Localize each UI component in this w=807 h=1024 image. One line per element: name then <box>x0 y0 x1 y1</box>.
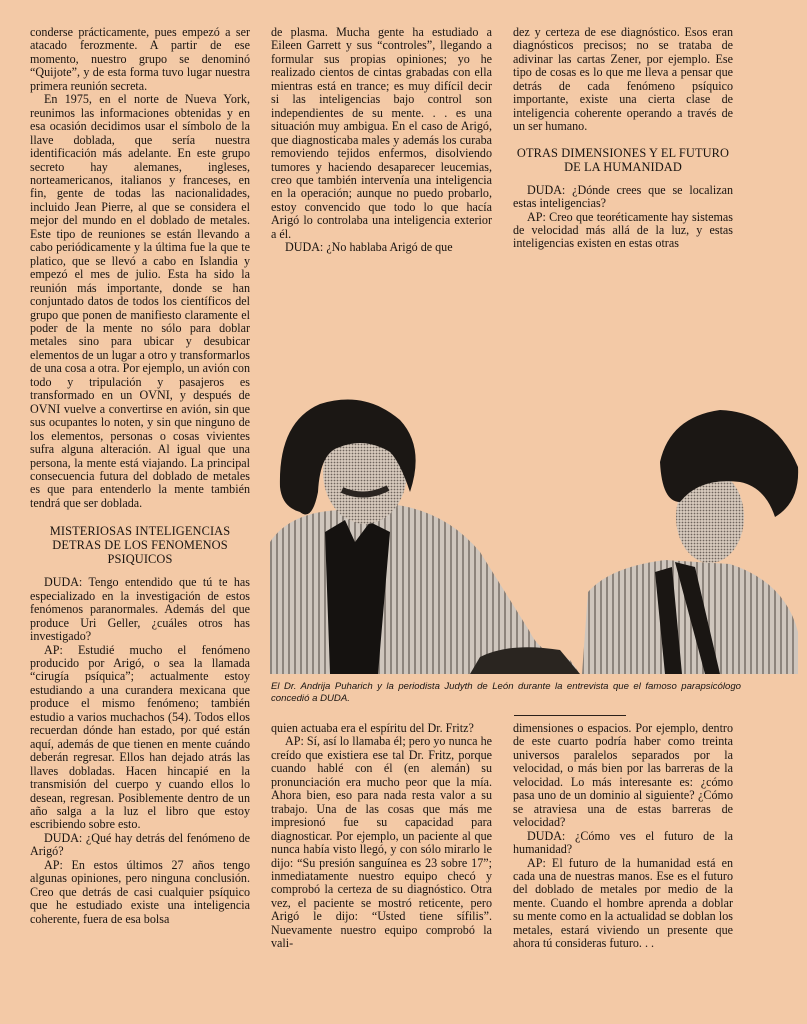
paragraph: AP: En estos últimos 27 años tengo algunas opiniones, pero ninguna conclusión. Creo que detrás de casi cualquier psíquico que he estudiado existe una inteligencia coherente, fuera de esa bolsa <box>30 857 250 926</box>
paragraph: DUDA: ¿Dónde crees que se localizan estas inteligencias? <box>513 182 733 211</box>
paragraph: DUDA: ¿Cómo ves el futuro de la humanidad? <box>513 828 733 857</box>
paragraph: dimensiones o espacios. Por ejemplo, dentro de este cuarto podría haber como treinta universos paralelos separados por la velocidad, o más bien por las barreras de la velocidad. Lo más interesante es: ¿cómo pasa uno de un dominio al siguiente? ¿Cómo se atraviesa una de estas barreras de velocidad? <box>513 721 733 830</box>
paragraph: quien actuaba era el espíritu del Dr. Fritz? <box>271 721 474 735</box>
column-right-top <box>513 26 733 251</box>
paragraph: AP: Estudié mucho el fenómeno producido por Arigó, o sea la llamada “cirugía psíquica”; actualmente estoy estudiando a una curandera mexicana que produce el mismo fenómeno; también estudio a varios muchachos (54). Todos ellos recuerdan dónde han estado, por qué están aquí, además de que tienen en mente cuándo deberán regresar. Ellos han dejado atrás las llaves dobladas. Hacen hincapié en la transmisión del cuerpo y cuando ellos lo desean, regresan. Posiblemente dentro de un año salga a la luz el libro que estoy escribiendo sobre esto. <box>30 642 250 832</box>
section-heading: OTRAS DIMENSIONES Y EL FUTURO DE LA HUMANIDAD <box>516 145 730 174</box>
paragraph: AP: El futuro de la humanidad está en cada una de nuestras manos. Ese es el futuro del doblado de metales por medio de la mente. Cuando el hombre aprenda a doblar su mente como en la actualidad se doblan los metales, estará viviendo un presente que ahora tú consideras futuro. . . <box>513 855 733 951</box>
paragraph: AP: Creo que teoréticamente hay sistemas de velocidad más allá de la luz, y estas inteligencias existen en estas otras <box>513 209 733 251</box>
column-middle-top <box>271 26 492 255</box>
paragraph: AP: Sí, así lo llamaba él; pero yo nunca he creído que existiera ese tal Dr. Fritz, porque cuando hablé con él (en alemán) su pronunciación era mucho peor que la mía. Ahora bien, eso para nada resta valor a su trabajo. Una de las cosas que más me impresionó fue su capacidad para diagnosticar. Por ejemplo, un paciente al que nunca había visto llegó, y con sólo mirarlo le dijo: “Su presión sanguínea es 23 sobre 17”; inmediatamente nuestro equipo checó y comprobó la certeza de su diagnóstico. Otra vez, el paciente se mostró reticente, pero Arigó le dijo: “Usted tiene sífilis”. Nuevamente nuestro equipo comprobó la vali- <box>271 734 492 951</box>
paragraph: dez y certeza de ese diagnóstico. Esos eran diagnósticos precisos; no se trataba de adivinar las cartas Zener, por ejemplo. Ese tipo de cosas es lo que me lleva a pensar que detrás de cada fenómeno psíquico importante, existe una cierta clase de inteligencia coherente operando a través de un ser humano. <box>513 25 733 134</box>
column-middle-bottom <box>271 722 492 951</box>
column-left <box>30 26 250 926</box>
man-figure <box>270 400 580 674</box>
column-right-bottom <box>513 722 733 951</box>
paragraph: DUDA: Tengo entendido que tú te has especializado en la investigación de estos fenómenos paranormales. Además del que produce Uri Geller, ¿cuáles otros has investigado? <box>30 575 250 644</box>
divider <box>514 715 626 716</box>
paragraph: de plasma. Mucha gente ha estudiado a Eileen Garrett y sus “controles”, llegando a formular sus propias opiniones; yo he realizado cientos de cintas grabadas con ella mientras está en trance; es muy difícil decir si las inteligencias bajo control son independientes de su mente. . . es una situación muy ambigua. En el caso de Arigó, que diagnosticaba males y además los curaba removiendo tejidos enfermos, disolviendo tumores y haciendo desaparecer leucemias, creo que también intervenía una inteligencia en la operación; aunque no puedo probarlo, estoy convencido que todo lo que hacía Arigó lo controlaba una inteligencia exterior a él. <box>271 25 492 241</box>
paragraph: DUDA: ¿No hablaba Arigó de que <box>285 240 453 255</box>
woman-figure <box>582 410 798 674</box>
paragraph: conderse prácticamente, pues empezó a ser atacado ferozmente. A partir de ese momento, nuestro grupo se denominó “Quijote”, y de esta forma tuvo lugar nuestra primera reunión secreta. <box>30 25 250 93</box>
photo-caption: El Dr. Andrija Puharich y la periodista Judyth de León durante la entrevista que el famoso parapsicólogo concedió a DUDA. <box>271 681 741 704</box>
paragraph: En 1975, en el norte de Nueva York, reunimos las informaciones obtenidas y en esa ocasión decidimos usar el símbolo de la llave doblada, que sería nuestra identificación más adelante. En este grupo secreto hay alemanes, ingleses, norteamericanos, italianos y franceses, en fin, gente de todas las nacionalidades, incluido Jean Pierre, al que se considera el mejor del mundo en el doblado de metales. Este tipo de reuniones se están llevando a cabo periódicamente y la última fue la que te platico, que se llevó a cabo en Islandia y empezó el mes de julio. Esta ha sido la reunión más importante, donde se han conjuntado datos de todos los científicos del grupo que ponen de manifiesto claramente el poder de la mente no sólo para doblar metales sino para ubicar y desubicar elementos de un lugar a otro y transformarlos de una cosa a otra. Por ejemplo, un avión con todo y tripulación y pasajeros es transformado en un OVNI, y después de OVNI vuelve a convertirse en avión, sin que sus ocupantes lo noten, y sin que ninguno de los elementos, personas o cosas vivientes sufra alguna alteración. Al igual que una persona, la mente está viajando. La principal consecuencia futura del doblado de metales es que para entenderlo la mente también tendrá que ser doblada. <box>30 92 250 510</box>
section-heading: MISTERIOSAS INTELIGENCIAS DETRAS DE LOS FENOMENOS PSIQUICOS <box>49 524 231 567</box>
paragraph: DUDA: ¿Qué hay detrás del fenómeno de Arigó? <box>30 830 250 859</box>
photo-illustration <box>270 392 800 674</box>
interview-photo <box>270 392 800 674</box>
